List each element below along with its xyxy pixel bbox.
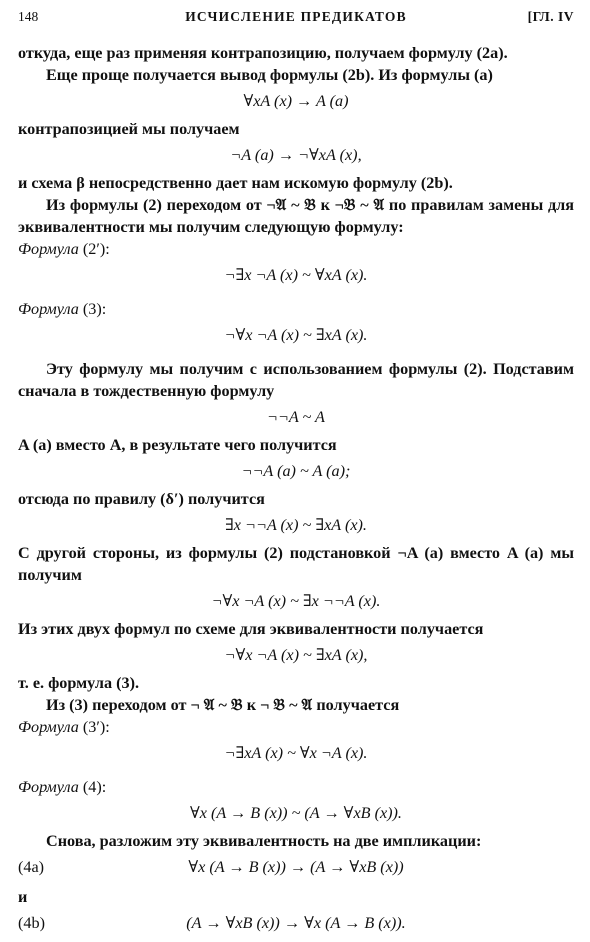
formula: ¬∀x ¬A (x) ~ ∃xA (x),: [224, 646, 368, 664]
formula-number: (2′):: [82, 240, 110, 258]
paragraph: Из (3) переходом от ¬ 𝔄 ~ 𝔅 к ¬ 𝔅 ~ 𝔄 получается: [46, 696, 400, 714]
book-page: [18, 6, 574, 942]
formula-number: (3):: [82, 300, 107, 318]
formula-number: (4):: [82, 778, 107, 796]
formula: (A → ∀xB (x)) → ∀x (A → B (x)).: [186, 914, 406, 932]
paragraph: A (a) вместо A, в результате чего получится: [18, 436, 337, 454]
formula-heading: [18, 716, 574, 738]
paragraph: и схема β непосредственно дает нам искомую формулу (2b).: [18, 174, 453, 192]
formula: ∀x (A → B (x)) → (A → ∀xB (x)): [188, 858, 404, 876]
numbered-formula: [18, 856, 574, 880]
page-header: [18, 6, 574, 28]
paragraph: Из формулы (2) переходом от ¬𝔄 ~ 𝔅 к ¬𝔅 ~ 𝔄 по правилам замены для эквивалентности мы получим следующую формулу:: [18, 196, 574, 236]
paragraph: откуда, еще раз применяя контрапозицию, получаем формулу (2a).: [18, 44, 508, 62]
formula: ¬∀x ¬A (x) ~ ∃x ¬¬A (x).: [211, 592, 381, 610]
paragraph: С другой стороны, из формулы (2) подстановкой ¬A (a) вместо A (a) мы получим: [18, 544, 574, 584]
formula-number: (4b): [18, 914, 45, 932]
formula: ¬∀x ¬A (x) ~ ∃xA (x).: [224, 326, 368, 344]
formula: ∀x (A → B (x)) ~ (A → ∀xB (x)).: [190, 804, 402, 822]
paragraph: Из этих двух формул по схеме для эквивалентности получается: [18, 620, 484, 638]
formula-heading: [18, 776, 574, 798]
formula-number: (4a): [18, 858, 45, 876]
paragraph: Еще проще получается вывод формулы (2b). Из формулы (a): [46, 66, 493, 84]
formula: ¬¬A (a) ~ A (a);: [241, 462, 351, 480]
formula: ∃x ¬¬A (x) ~ ∃xA (x).: [225, 516, 367, 534]
conjunction: и: [18, 888, 28, 906]
running-title: ИСЧИСЛЕНИЕ ПРЕДИКАТОВ: [185, 9, 407, 24]
formula-label: Формула: [18, 300, 79, 318]
paragraph: отсюда по правилу (δ′) получится: [18, 490, 265, 508]
paragraph: контрапозицией мы получаем: [18, 120, 240, 138]
formula: ¬¬A ~ A: [267, 408, 325, 426]
formula-label: Формула: [18, 718, 79, 736]
formula: ∀xA (x) → A (a): [243, 92, 349, 110]
paragraph: Эту формулу мы получим с использованием формулы (2). Подставим сначала в тождественную формулу: [18, 360, 574, 400]
formula-number: (3′):: [82, 718, 110, 736]
chapter-label: [ГЛ. IV: [527, 9, 574, 24]
page-number: 148: [18, 9, 39, 24]
paragraph: Снова, разложим эту эквивалентность на две импликации:: [46, 832, 482, 850]
formula-heading: [18, 298, 574, 320]
formula: ¬∃xA (x) ~ ∀x ¬A (x).: [224, 744, 368, 762]
formula-label: Формула: [18, 778, 79, 796]
paragraph: т. е. формула (3).: [18, 674, 140, 692]
formula-label: Формула: [18, 240, 79, 258]
numbered-formula: [18, 912, 574, 936]
formula-heading: [18, 238, 574, 260]
formula: ¬A (a) → ¬∀xA (x),: [230, 146, 362, 164]
formula: ¬∃x ¬A (x) ~ ∀xA (x).: [224, 266, 368, 284]
